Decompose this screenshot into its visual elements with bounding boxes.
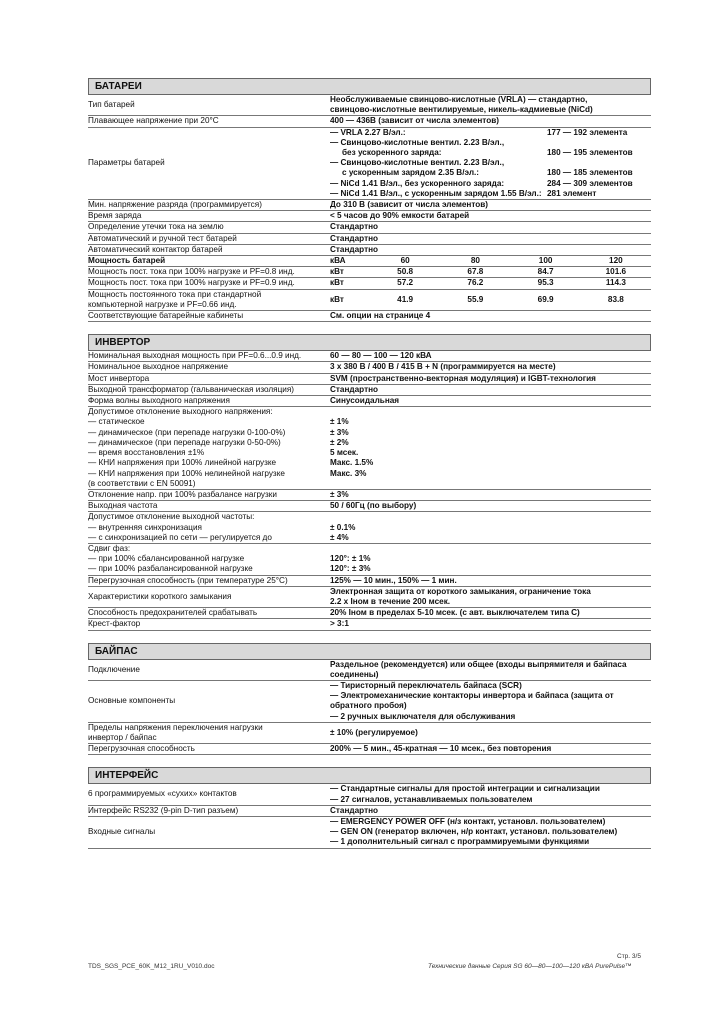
spec-label	[88, 587, 328, 607]
spec-label	[88, 608, 328, 618]
power-unit: кВт	[330, 267, 344, 277]
param-text: с ускоренным зарядом 2.35 В/эл.:	[342, 168, 480, 178]
label-line: Входные сигналы	[88, 827, 156, 837]
value-line: — Стандартные сигналы для простой интеграции и сигнализации	[330, 784, 600, 794]
label-line: Перегрузочная способность	[88, 744, 195, 754]
value-line: ± 3%	[330, 489, 349, 499]
value-line: Синусоидальная	[330, 396, 400, 406]
label-line: — при 100% сбалансированной нагрузке	[88, 554, 245, 564]
value-line: — EMERGENCY POWER OFF (н/з контакт, установл. пользователем)	[330, 816, 606, 826]
spec-row	[88, 95, 651, 116]
value-line	[330, 544, 651, 554]
value-line: Стандартно	[330, 384, 379, 394]
value-line: До 310 В (зависит от числа элементов)	[330, 200, 489, 210]
param-count: 180 — 185 элементов	[547, 168, 633, 178]
spec-label	[88, 290, 328, 310]
spec-label	[88, 407, 328, 489]
section-gap	[88, 631, 651, 643]
label-line: — с синхронизацией по сети — регулируется до	[88, 532, 272, 542]
spec-value	[328, 501, 651, 511]
value-line: Макс. 1.5%	[330, 458, 374, 468]
spec-row	[88, 587, 651, 608]
spec-value	[328, 385, 651, 395]
label-line: Пределы напряжения переключения нагрузки	[88, 722, 263, 732]
label-line: Номинальная выходная мощность при PF=0.6...0.9 инд.	[88, 351, 302, 361]
spec-value	[328, 311, 651, 321]
value-line: ± 1%	[330, 417, 349, 427]
spec-row	[88, 576, 651, 587]
value-line: 60 — 80 — 100 — 120 кВА	[330, 351, 432, 361]
param-line	[330, 148, 651, 158]
value-line: Стандартно	[330, 233, 379, 243]
spec-value	[328, 374, 651, 384]
param-count: 177 — 192 элемента	[547, 127, 628, 137]
label-line: Выходная частота	[88, 501, 158, 511]
power-value: 41.9	[397, 294, 414, 304]
value-line: 120°: ± 1%	[330, 554, 371, 564]
spec-value	[328, 116, 651, 126]
spec-label	[88, 512, 328, 543]
label-line: Сдвиг фаз:	[88, 543, 131, 553]
spec-value	[328, 681, 651, 722]
value-line: соединены)	[330, 669, 379, 679]
spec-value	[328, 267, 651, 277]
label-line: инвертор / байпас	[88, 732, 157, 742]
interface-section-rows	[88, 784, 651, 848]
spec-label	[88, 501, 328, 511]
spec-value	[328, 817, 651, 848]
spec-row	[88, 784, 651, 805]
value-line: Электронная защита от короткого замыкания, ограничение тока	[330, 586, 591, 596]
param-line	[330, 158, 651, 168]
label-line: — время восстановления ±1%	[88, 448, 205, 458]
value-line: Стандартно	[330, 244, 379, 254]
label-line: Форма волны выходного напряжения	[88, 396, 230, 406]
value-line: обратного пробоя)	[330, 701, 407, 711]
value-line	[330, 512, 651, 522]
spec-row	[88, 608, 651, 619]
spec-value	[328, 396, 651, 406]
spec-label	[88, 784, 328, 804]
param-line	[330, 138, 651, 148]
spec-value	[328, 362, 651, 372]
spec-value	[328, 234, 651, 244]
spec-label	[88, 619, 328, 629]
power-value: 84.7	[537, 267, 554, 277]
spec-value	[328, 256, 651, 266]
label-line: — при 100% разбалансированной нагрузке	[88, 564, 253, 574]
power-cols	[330, 256, 651, 266]
spec-label	[88, 723, 328, 743]
spec-row	[88, 374, 651, 385]
spec-label	[88, 116, 328, 126]
page-number: Стр. 3/5	[617, 953, 641, 960]
value-line: 20% Iном в пределах 5-10 мсек. (с авт. выключателем типа C)	[330, 608, 580, 618]
label-line: компьютерной нагрузке и PF=0.66 инд.	[88, 299, 237, 309]
value-line: 5 мсек.	[330, 448, 359, 458]
power-value: 114.3	[605, 278, 626, 288]
value-line: SVM (пространственно-векторная модуляция) и IGBT-технология	[330, 373, 596, 383]
value-line	[330, 407, 651, 417]
value-line: 2.2 x Iном в течение 200 мсек.	[330, 596, 451, 606]
spec-row	[88, 211, 651, 222]
spec-row	[88, 744, 651, 755]
spec-label	[88, 256, 328, 266]
spec-value	[328, 490, 651, 500]
value-line: < 5 часов до 90% емкости батарей	[330, 211, 470, 221]
power-value: 67.8	[467, 267, 484, 277]
battery-power-row	[88, 267, 651, 278]
power-value: 80	[470, 256, 480, 266]
power-value: 60	[400, 256, 410, 266]
power-unit: кВА	[330, 256, 346, 266]
spec-value	[328, 784, 651, 804]
label-line: Выходной трансформатор (гальваническая изоляция)	[88, 384, 294, 394]
spec-row	[88, 396, 651, 407]
spec-value	[328, 222, 651, 232]
value-line: — 27 сигналов, устанавливаемых пользователем	[330, 794, 533, 804]
spec-value	[328, 200, 651, 210]
power-unit: кВт	[330, 294, 344, 304]
power-cols	[330, 278, 651, 288]
spec-row	[88, 245, 651, 256]
spec-label	[88, 200, 328, 210]
value-line: > 3:1	[330, 619, 349, 629]
label-line: — статическое	[88, 417, 145, 427]
spec-value	[328, 660, 651, 680]
label-line: Время заряда	[88, 211, 142, 221]
power-value: 57.2	[397, 278, 414, 288]
value-line: — 1 дополнительный сигнал с программируемыми функциями	[330, 837, 590, 847]
param-line	[330, 128, 651, 138]
bypass-section-header: БАЙПАС	[88, 643, 651, 660]
label-line: (в соответствии с EN 50091)	[88, 478, 196, 488]
spec-value	[328, 806, 651, 816]
battery-power-row	[88, 278, 651, 289]
label-line: — внутренняя синхронизация	[88, 522, 202, 532]
spec-row	[88, 544, 651, 576]
spec-label	[88, 311, 328, 321]
section-gap	[88, 755, 651, 767]
param-count: 180 — 195 элементов	[547, 148, 633, 158]
spec-value	[328, 245, 651, 255]
spec-row	[88, 407, 651, 490]
value-line: Раздельное (рекомендуется) или общее (входы выпрямителя и байпаса	[330, 659, 627, 669]
param-count: 281 элемент	[547, 188, 597, 198]
label-line: Подключение	[88, 664, 140, 674]
spec-value	[328, 95, 651, 115]
spec-row	[88, 806, 651, 817]
doc-filename: TDS_SGS_PCE_60K_M12_1RU_V010.doc	[88, 963, 215, 970]
value-line: ± 10% (регулируемое)	[330, 727, 418, 737]
bypass-section-rows	[88, 660, 651, 756]
label-line: 6 программируемых «сухих» контактов	[88, 789, 237, 799]
param-text: — Свинцово-кислотные вентил. 2.23 В/эл.,	[330, 158, 505, 168]
spec-label	[88, 234, 328, 244]
spec-value	[328, 544, 651, 575]
label-line: Интерфейс RS232 (9-pin D-тип разъем)	[88, 805, 239, 815]
label-line: — динамическое (при перепаде нагрузки 0-50-0%)	[88, 437, 281, 447]
param-count	[547, 138, 651, 148]
label-line: Мощность пост. тока при 100% нагрузке и PF=0.8 инд.	[88, 267, 295, 277]
label-line: Мощность батарей	[88, 256, 166, 266]
spec-value	[328, 619, 651, 629]
param-text: без ускоренного заряда:	[342, 148, 442, 158]
label-line: Автоматический и ручной тест батарей	[88, 233, 237, 243]
spec-row	[88, 362, 651, 373]
interface-section-header: ИНТЕРФЕЙС	[88, 767, 651, 784]
value-line: 120°: ± 3%	[330, 564, 371, 574]
spec-value	[328, 278, 651, 288]
spec-value	[328, 512, 651, 543]
spec-label	[88, 490, 328, 500]
spec-value	[328, 608, 651, 618]
power-unit: кВт	[330, 278, 344, 288]
power-value: 120	[609, 256, 623, 266]
value-line: свинцово-кислотные вентилируемые, никель-кадмиевые (NiCd)	[330, 105, 593, 115]
battery-params-row	[88, 128, 651, 200]
spec-label	[88, 744, 328, 754]
spec-row	[88, 660, 651, 681]
doc-description: Технические данные Серия SG 60—80—100—120 кВА PurePulse™	[428, 963, 632, 970]
spec-row	[88, 234, 651, 245]
value-line: — Тиристорный переключатель байпаса (SCR)	[330, 680, 522, 690]
param-text: — NiCd 1.41 В/эл., с ускоренным зарядом 1.55 В/эл.:	[330, 188, 542, 198]
spec-value	[328, 576, 651, 586]
label-line: — КНИ напряжения при 100% нелинейной нагрузке	[88, 468, 285, 478]
param-line	[330, 168, 651, 178]
label-line: Характеристики короткого замыкания	[88, 591, 232, 601]
power-cols	[330, 267, 651, 277]
label-line: Определение утечки тока на землю	[88, 222, 224, 232]
spec-label	[88, 128, 328, 199]
section-gap	[88, 322, 651, 334]
label-line: Мощность постоянного тока при стандартной	[88, 289, 262, 299]
spec-row	[88, 512, 651, 544]
value-line: — Электромеханические контакторы инвертора и байпаса (защита от	[330, 691, 614, 701]
param-line	[330, 189, 651, 199]
spec-value	[328, 128, 651, 199]
spec-value	[328, 587, 651, 607]
battery-section-header: БАТАРЕИ	[88, 78, 651, 95]
power-cols	[330, 295, 651, 305]
value-line	[330, 479, 651, 489]
power-value: 76.2	[467, 278, 484, 288]
spec-label	[88, 544, 328, 575]
power-value: 100	[538, 256, 553, 266]
spec-label	[88, 385, 328, 395]
label-line: Допустимое отклонение выходной частоты:	[88, 512, 255, 522]
spec-label	[88, 374, 328, 384]
spec-label	[88, 95, 328, 115]
spec-row	[88, 501, 651, 512]
value-line: Макс. 3%	[330, 468, 367, 478]
label-line: Отклонение напр. при 100% разбалансе нагрузки	[88, 489, 277, 499]
spec-label	[88, 267, 328, 277]
spec-row	[88, 619, 651, 630]
label-line: — динамическое (при перепаде нагрузки 0-100-0%)	[88, 427, 286, 437]
value-line: ± 4%	[330, 532, 349, 542]
value-line: ± 3%	[330, 427, 349, 437]
spec-row	[88, 817, 651, 849]
param-line	[330, 179, 651, 189]
spec-page	[88, 78, 651, 849]
param-text: — Свинцово-кислотные вентил. 2.23 В/эл.,	[330, 137, 505, 147]
label-line: Автоматический контактор батарей	[88, 244, 223, 254]
spec-label	[88, 396, 328, 406]
spec-row	[88, 351, 651, 362]
inverter-section-header: ИНВЕРТОР	[88, 334, 651, 351]
value-line: Необслуживаемые свинцово-кислотные (VRLA) — стандартно,	[330, 95, 588, 104]
spec-value	[328, 290, 651, 310]
battery-cabinets-row	[88, 311, 651, 322]
spec-label	[88, 222, 328, 232]
label-line: Основные компоненты	[88, 696, 176, 706]
spec-label	[88, 351, 328, 361]
label-line: Перегрузочная способность (при температуре 25°C)	[88, 575, 288, 585]
spec-row	[88, 222, 651, 233]
spec-row	[88, 116, 651, 127]
value-line: 50 / 60Гц (по выбору)	[330, 501, 417, 511]
value-line: ± 2%	[330, 437, 349, 447]
label-line: Номинальное выходное напряжение	[88, 362, 229, 372]
spec-label	[88, 817, 328, 848]
value-line: 400 — 436В (зависит от числа элементов)	[330, 116, 499, 126]
battery-power-row	[88, 290, 651, 311]
value-line: — GEN ON (генератор включен, н/р контакт, установл. пользователем)	[330, 827, 618, 837]
power-value: 101.6	[605, 267, 627, 277]
param-count: 284 — 309 элементов	[547, 178, 633, 188]
value-line: ± 0.1%	[330, 522, 356, 532]
battery-power-header	[88, 256, 651, 267]
spec-label	[88, 278, 328, 288]
label-line: Плавающее напряжение при 20°C	[88, 116, 219, 126]
spec-row	[88, 681, 651, 723]
label-line: Крест-фактор	[88, 619, 141, 629]
power-value: 55.9	[467, 294, 484, 304]
spec-value	[328, 211, 651, 221]
inverter-section-rows	[88, 351, 651, 630]
power-value: 83.8	[607, 294, 624, 304]
value-line: Стандартно	[330, 805, 379, 815]
power-value: 95.3	[537, 278, 554, 288]
value-line: Стандартно	[330, 222, 379, 232]
value-line: 125% — 10 мин., 150% — 1 мин.	[330, 575, 457, 585]
param-text: — VRLA 2.27 В/эл.:	[330, 127, 406, 137]
value-line: — 2 ручных выключателя для обслуживания	[330, 711, 516, 721]
param-text: — NiCd 1.41 В/эл., без ускоренного заряда:	[330, 178, 505, 188]
battery-section-rows	[88, 95, 651, 322]
label-line: — КНИ напряжения при 100% линейной нагрузке	[88, 458, 277, 468]
spec-label	[88, 576, 328, 586]
spec-row	[88, 385, 651, 396]
label-line: Мост инвертора	[88, 373, 150, 383]
spec-row	[88, 723, 651, 744]
spec-row	[88, 490, 651, 501]
spec-label	[88, 211, 328, 221]
spec-label	[88, 362, 328, 372]
value-line: См. опции на странице 4	[330, 311, 431, 321]
spec-label	[88, 245, 328, 255]
spec-value	[328, 407, 651, 489]
label-line: Мощность пост. тока при 100% нагрузке и PF=0.9 инд.	[88, 278, 295, 288]
spec-row	[88, 200, 651, 211]
label-line: Тип батарей	[88, 100, 135, 110]
spec-value	[328, 723, 651, 743]
param-count	[547, 158, 651, 168]
label-line: Соответствующие батарейные кабинеты	[88, 311, 244, 321]
power-value: 69.9	[537, 294, 554, 304]
spec-value	[328, 351, 651, 361]
label-line: Параметры батарей	[88, 158, 165, 168]
spec-label	[88, 660, 328, 680]
spec-label	[88, 681, 328, 722]
label-line: Способность предохранителей срабатывать	[88, 608, 258, 618]
label-line: Мин. напряжение разряда (программируется)	[88, 200, 262, 210]
value-line: 3 x 380 В / 400 В / 415 В + N (программируется на месте)	[330, 362, 556, 372]
spec-label	[88, 806, 328, 816]
label-line: Допустимое отклонение выходного напряжения:	[88, 407, 273, 417]
value-line: 200% — 5 мин., 45-кратная — 10 мсек., без повторения	[330, 744, 552, 754]
spec-value	[328, 744, 651, 754]
power-value: 50.8	[397, 267, 414, 277]
